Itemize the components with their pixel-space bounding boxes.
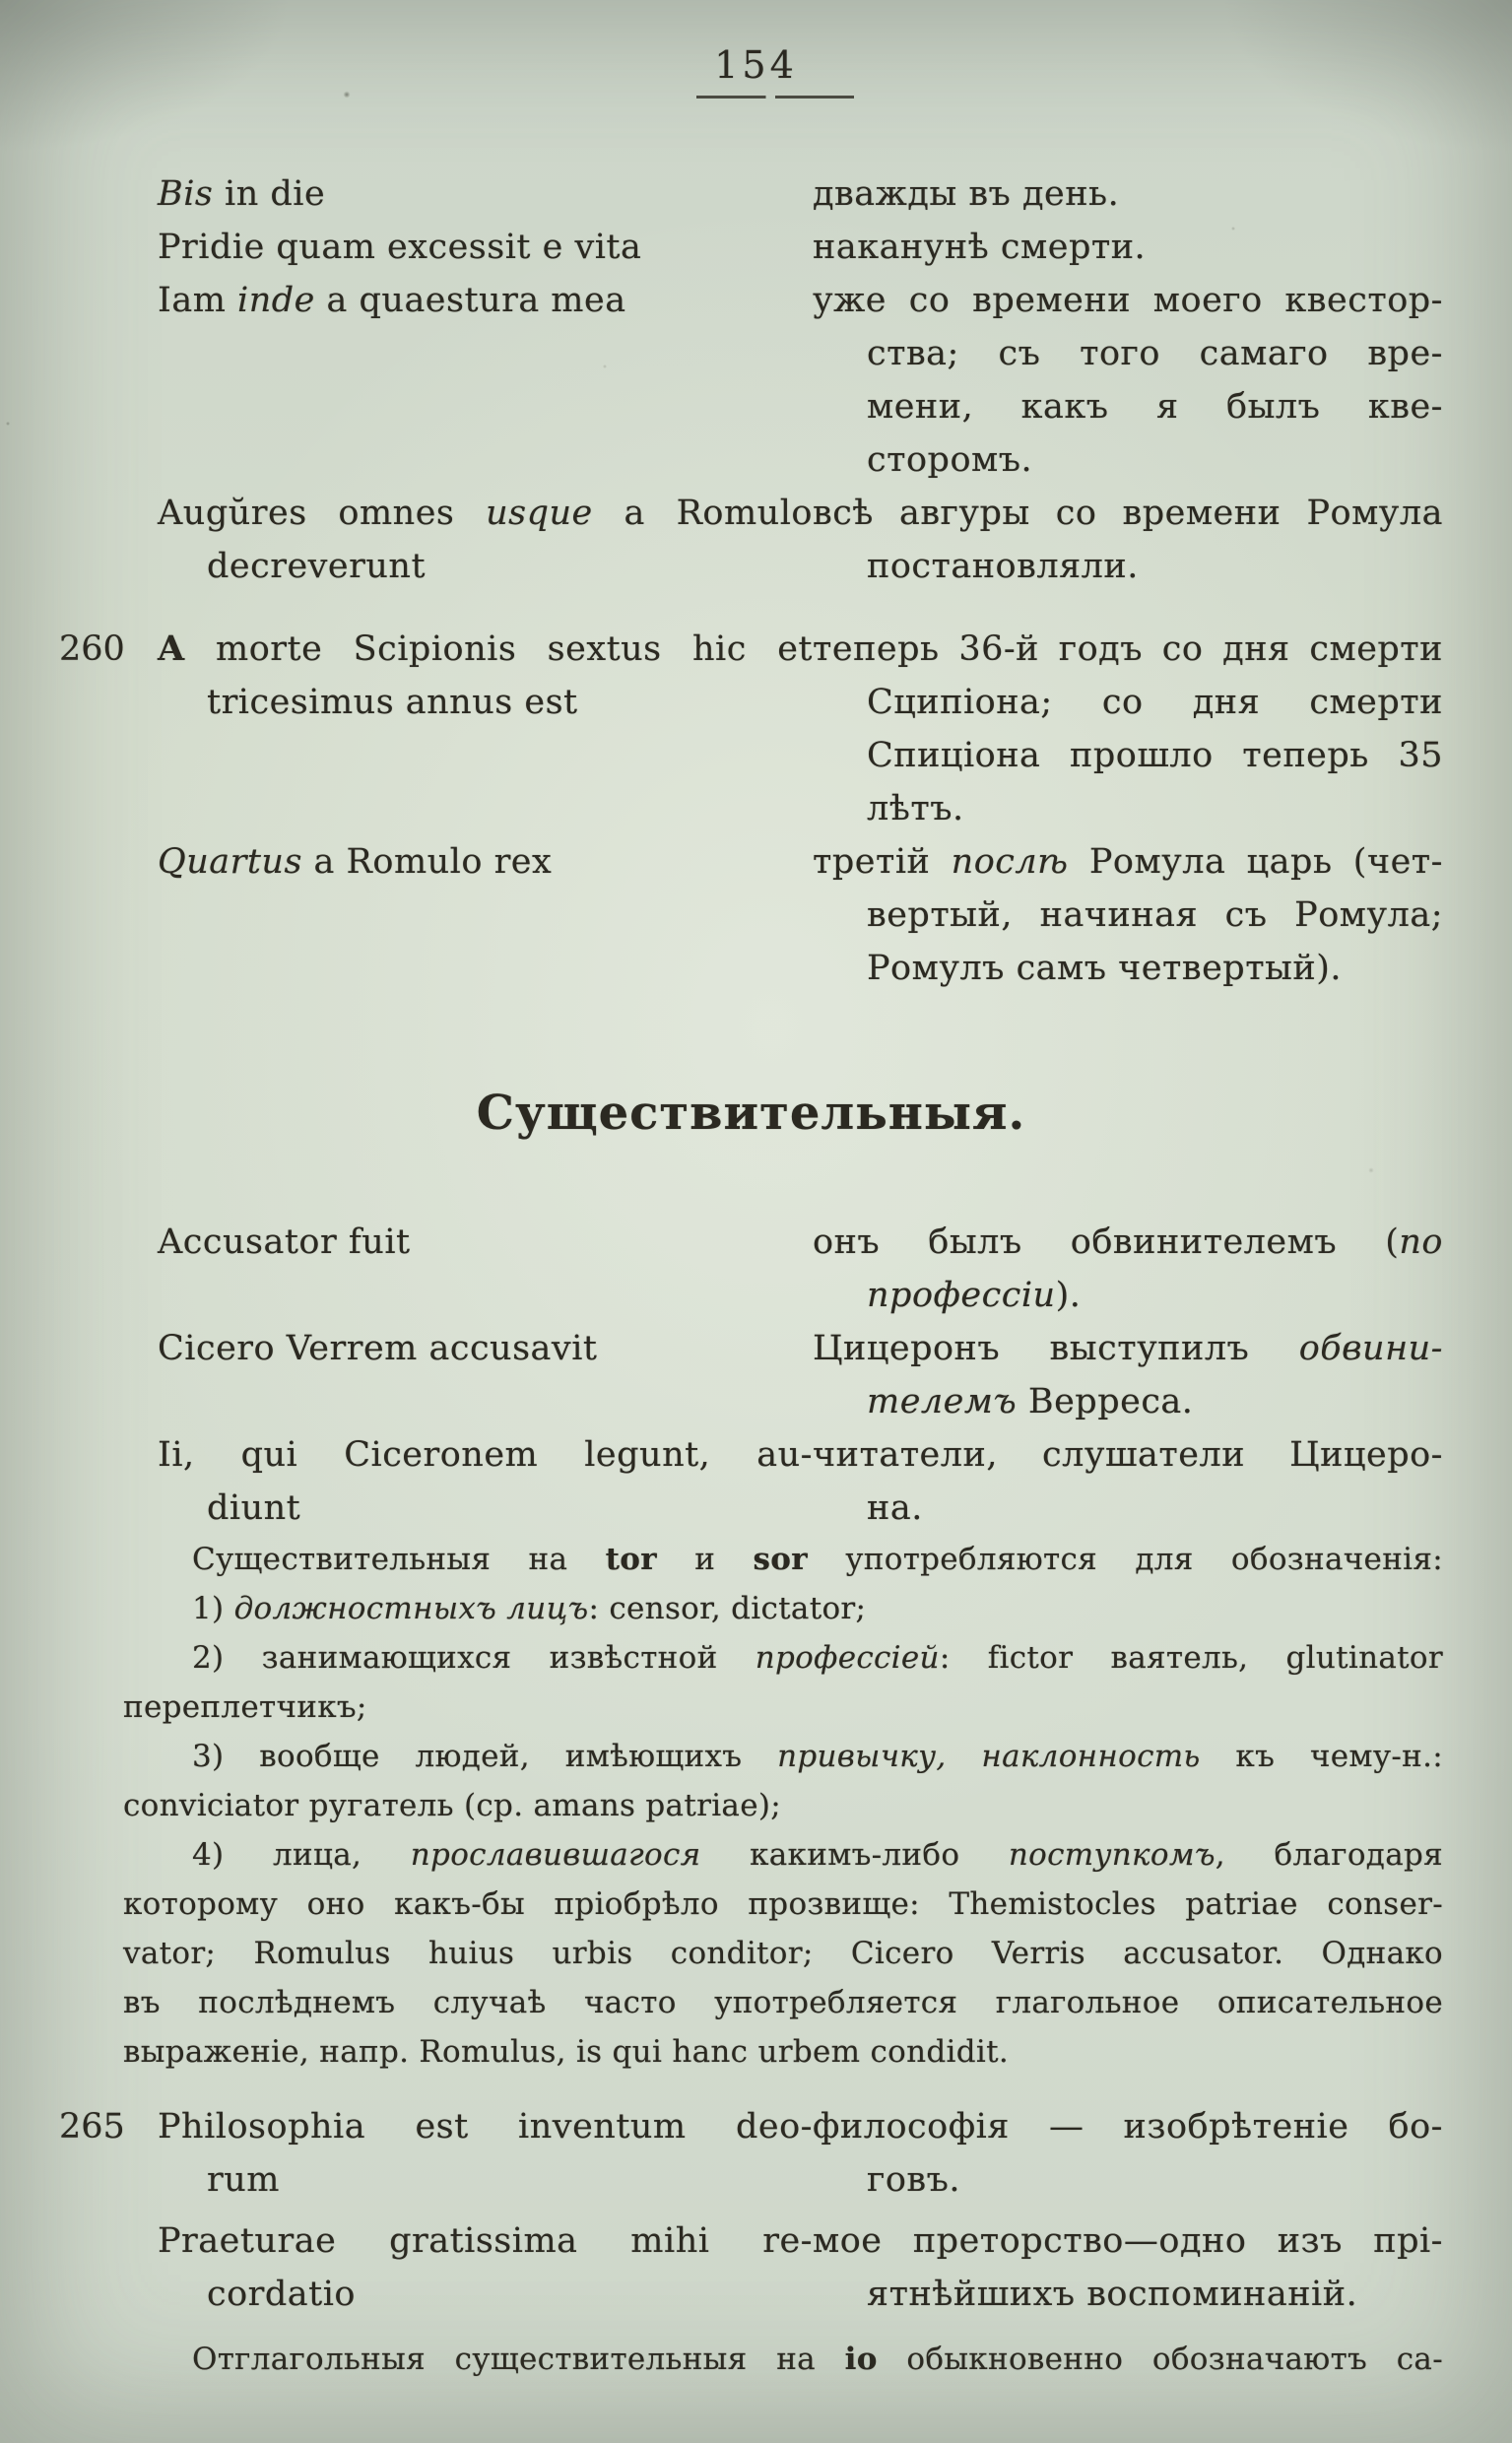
- text-run: привычку, наклонность: [777, 1739, 1201, 1774]
- entry-number: 260: [59, 629, 125, 669]
- latin-line: Cicero Verrem accusavit: [158, 1329, 598, 1368]
- text-run: 3) вообще людей, имѣющихъ: [192, 1739, 778, 1774]
- russian-line: вертый, начиная съ Ромула;: [867, 895, 1443, 935]
- russian-column: [813, 2100, 1443, 2207]
- section-heading: Существительныя.: [476, 1086, 1026, 1141]
- russian-column: [813, 487, 1443, 593]
- note-line: [123, 1830, 1443, 1880]
- note-line: [123, 1633, 1443, 1683]
- note-line: въ послѣднемъ случаѣ часто употребляется глагольное описательное: [123, 1985, 1443, 2020]
- text-run: io: [844, 2342, 878, 2377]
- latin-column: [158, 167, 813, 221]
- grammar-note-block: [123, 1535, 1443, 2077]
- entry-number: [59, 1428, 158, 1482]
- note-line: [123, 2335, 1443, 2384]
- latin-line: cordatio: [207, 2275, 357, 2314]
- note-line: которому оно какъ-бы пріобрѣло прозвище: Themistocles patriae conser-: [123, 1886, 1443, 1922]
- text-run: онъ былъ обвинителемъ (: [813, 1222, 1400, 1262]
- page-number: 154: [714, 43, 798, 87]
- text-run: inde: [237, 281, 315, 320]
- latin-line: [158, 623, 813, 676]
- text-run: третій: [813, 842, 952, 882]
- entry-number: 265: [59, 2107, 125, 2146]
- latin-column: [158, 1216, 813, 1269]
- text-run: ).: [1055, 1276, 1082, 1315]
- note-line: [123, 1535, 1443, 1584]
- text-run: Верреса.: [1017, 1382, 1194, 1421]
- russian-line: [813, 1322, 1443, 1375]
- latin-column: [158, 274, 813, 327]
- entry-number: [59, 274, 158, 327]
- text-run: по: [1399, 1222, 1443, 1262]
- text-run: a Romulo: [592, 494, 813, 533]
- text-run: Bis: [158, 174, 214, 214]
- text-run: къ чему-н.:: [1200, 1739, 1443, 1774]
- russian-line: читатели, слушатели Цицеро-: [813, 1435, 1443, 1475]
- russian-line: [813, 1269, 1443, 1322]
- russian-line: [813, 1375, 1443, 1428]
- note-line: [123, 1732, 1443, 1781]
- latin-line: Praeturae gratissima mihi re-: [158, 2221, 813, 2261]
- latin-line: Philosophia est inventum deo-: [158, 2107, 813, 2146]
- glossary-entry: [59, 2214, 1443, 2321]
- note-line: conviciator ругатель (ср. amans patriae);: [123, 1788, 781, 1823]
- text-run: 2) занимающихся извѣстной: [192, 1640, 756, 1676]
- latin-line: Ii, qui Ciceronem legunt, au-: [158, 1435, 813, 1475]
- text-run: профессіей: [755, 1640, 940, 1676]
- latin-column: [158, 221, 813, 274]
- text-run: , благодаря: [1215, 1837, 1443, 1873]
- text-run: прославившагося: [410, 1837, 701, 1873]
- page-content: [59, 0, 1443, 2384]
- russian-column: [813, 1428, 1443, 1535]
- glossary-entry: [59, 274, 1443, 487]
- glossary-entry: [59, 1216, 1443, 1322]
- latin-line: [158, 167, 813, 221]
- latin-line: [158, 274, 813, 327]
- russian-line: на.: [867, 1488, 923, 1528]
- text-run: 1): [192, 1591, 234, 1626]
- text-run: и: [656, 1542, 754, 1577]
- glossary-entry: [59, 221, 1443, 274]
- text-run: Quartus: [158, 842, 302, 882]
- text-run: 4) лица,: [192, 1837, 411, 1873]
- glossary-entry: [59, 1322, 1443, 1428]
- latin-column: [158, 2214, 813, 2321]
- russian-line: ства; съ того самаго вре-: [867, 334, 1443, 373]
- latin-line: diunt: [207, 1488, 301, 1528]
- russian-column: [813, 1322, 1443, 1428]
- note-line: vator; Romulus huius urbis conditor; Cicero Verris accusator. Однако: [123, 1936, 1443, 1971]
- russian-line: дважды въ день.: [813, 174, 1120, 214]
- text-run: телемъ: [867, 1382, 1018, 1421]
- glossary-entry: [59, 835, 1443, 995]
- russian-line: ятнѣйшихъ воспоминаній.: [867, 2275, 1358, 2314]
- note-line: выраженіе, напр. Romulus, is qui hanc urbem condidit.: [123, 2034, 1009, 2070]
- latin-column: [158, 2100, 813, 2207]
- russian-line: Ромулъ самъ четвертый).: [867, 949, 1343, 988]
- text-run: профессіи: [867, 1276, 1056, 1315]
- text-run: a Romulo rex: [301, 842, 553, 882]
- russian-line: [813, 1216, 1443, 1269]
- text-run: Ромула царь (чет-: [1068, 842, 1443, 882]
- text-run: A: [158, 628, 185, 669]
- text-run: sor: [753, 1542, 808, 1577]
- latin-column: [158, 1322, 813, 1375]
- latin-line: Accusator fuit: [158, 1222, 411, 1262]
- text-run: Augŭres omnes: [158, 494, 487, 533]
- note-line: переплетчикъ;: [123, 1689, 367, 1725]
- text-run: должностныхъ лицъ: [233, 1591, 589, 1626]
- russian-line: Спиціона прошло теперь 35: [867, 736, 1443, 775]
- text-run: morte Scipionis sextus hic et: [184, 629, 813, 669]
- russian-column: [813, 274, 1443, 487]
- text-run: usque: [486, 494, 593, 533]
- latin-line: Pridie quam excessit e vita: [158, 228, 642, 267]
- glossary-entry: [59, 1428, 1443, 1535]
- text-run: : fictor ваятель, glutinator: [939, 1640, 1443, 1676]
- russian-line: уже со времени моего квестор-: [813, 281, 1443, 320]
- latin-line: [158, 835, 813, 889]
- russian-column: [813, 835, 1443, 995]
- text-run: tor: [605, 1542, 657, 1577]
- russian-line: Сципіона; со дня смерти: [867, 683, 1443, 722]
- text-run: a quaestura mea: [314, 281, 626, 320]
- text-run: употребляются для обозначенія:: [807, 1542, 1443, 1577]
- russian-line: [813, 835, 1443, 889]
- latin-column: [158, 835, 813, 889]
- text-run: обыкновенно обозначаютъ са-: [877, 2342, 1443, 2377]
- text-run: Iam: [158, 281, 238, 320]
- entry-number: [59, 221, 158, 274]
- latin-column: [158, 1428, 813, 1535]
- russian-column: [813, 623, 1443, 835]
- text-run: какимъ-либо: [700, 1837, 1009, 1873]
- latin-column: [158, 487, 813, 593]
- entry-number: [59, 167, 158, 221]
- russian-line: постановляли.: [867, 547, 1139, 586]
- text-run: послѣ: [951, 842, 1069, 882]
- text-run: Отглагольныя существительныя на: [192, 2342, 845, 2377]
- text-run: Цицеронъ выступилъ: [813, 1329, 1299, 1368]
- latin-line: tricesimus annus est: [207, 683, 578, 722]
- entry-number: [59, 835, 158, 889]
- text-run: in die: [213, 174, 326, 214]
- entry-number: [59, 1322, 158, 1375]
- russian-line: всѣ авгуры со времени Ромула: [813, 494, 1443, 533]
- russian-line: наканунѣ смерти.: [813, 228, 1147, 267]
- entry-number: [59, 2214, 158, 2268]
- text-run: Существительныя на: [192, 1542, 606, 1577]
- russian-column: [813, 2214, 1443, 2321]
- russian-line: мени, какъ я былъ кве-: [867, 387, 1443, 427]
- glossary-entry: [59, 2100, 1443, 2207]
- russian-line: мое преторство—одно изъ прі-: [813, 2221, 1443, 2261]
- glossary-entry: [59, 167, 1443, 221]
- russian-column: [813, 221, 1443, 274]
- russian-line: философія — изобрѣтеніе бо-: [813, 2107, 1443, 2146]
- note-line: [123, 1584, 1443, 1633]
- russian-line: говъ.: [867, 2160, 961, 2200]
- latin-line: rum: [207, 2160, 280, 2200]
- russian-line: лѣтъ.: [867, 789, 964, 828]
- text-run: поступкомъ: [1008, 1837, 1216, 1873]
- glossary-entry: [59, 487, 1443, 593]
- russian-line: теперь 36-й годъ со дня смерти: [813, 629, 1443, 669]
- entry-number: [59, 1216, 158, 1269]
- latin-line: decreverunt: [207, 547, 427, 586]
- entry-number: [59, 487, 158, 540]
- russian-line: сторомъ.: [867, 440, 1033, 480]
- text-run: : censor, dictator;: [588, 1591, 867, 1626]
- latin-line: [158, 487, 813, 540]
- russian-column: [813, 1216, 1443, 1322]
- latin-column: [158, 623, 813, 729]
- russian-column: [813, 167, 1443, 221]
- grammar-note-block: [123, 2335, 1443, 2384]
- glossary-entry: [59, 623, 1443, 835]
- text-run: обвини-: [1298, 1329, 1443, 1368]
